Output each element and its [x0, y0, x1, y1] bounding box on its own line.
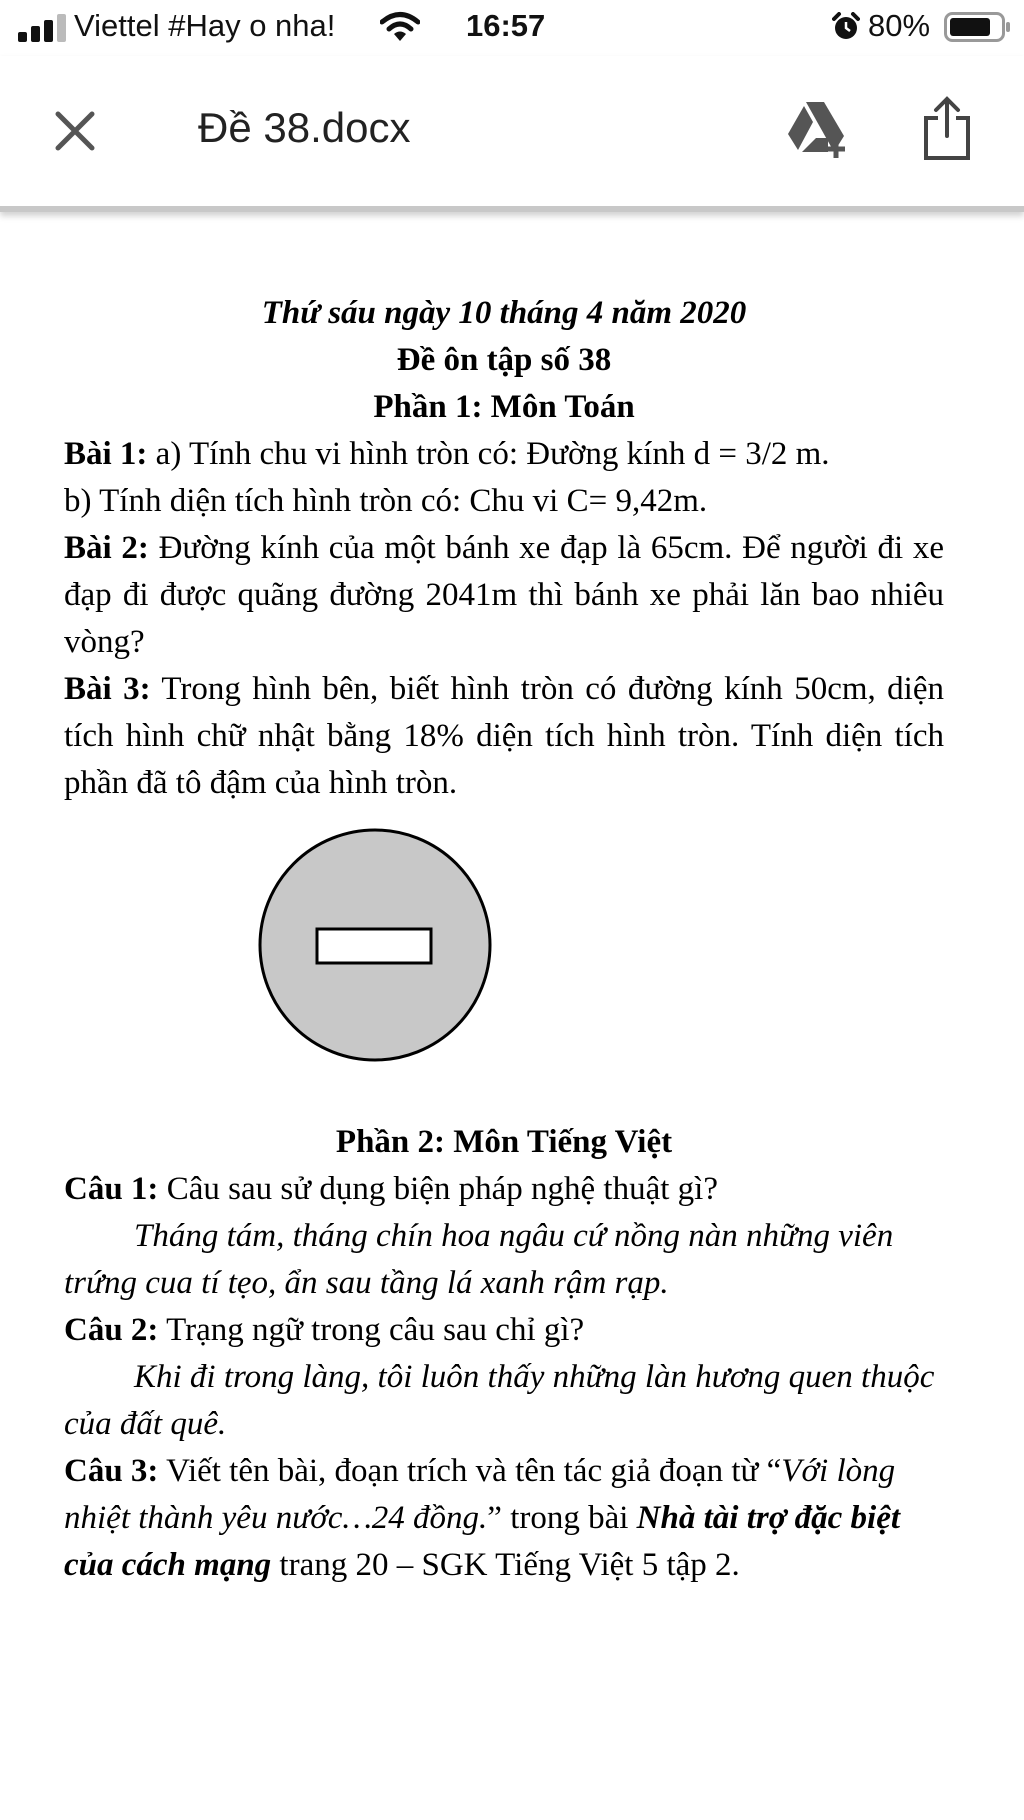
document-heading: Đề ôn tập số 38 [396, 342, 612, 378]
close-icon[interactable] [50, 106, 100, 156]
cau1-text: Câu sau sử dụng biện pháp nghệ thuật gì? [158, 1171, 718, 1207]
circle-rectangle-figure [250, 825, 500, 1065]
document-body [64, 290, 944, 1589]
cau3-close-quote: ” trong bài [487, 1500, 637, 1536]
bai2-label: Bài 2: [64, 530, 149, 566]
google-drive-add-icon[interactable] [786, 100, 850, 160]
battery-icon [944, 12, 1012, 42]
cau2-quote: Khi đi trong làng, tôi luôn thấy những làn hương quen thuộc của đất quê. [64, 1359, 935, 1442]
inner-rectangle [317, 929, 431, 963]
bai1-a-text: a) Tính chu vi hình tròn có: Đường kính d = 3/2 m. [147, 436, 830, 472]
cau3-tail: trang 20 – SGK Tiếng Việt 5 tập 2. [271, 1547, 740, 1583]
part1-title: Phần 1: Môn Toán [373, 389, 635, 425]
cau3-text: Viết tên bài, đoạn trích và tên tác giả đoạn từ [158, 1453, 767, 1489]
cau3 [64, 1448, 944, 1589]
document-toolbar [0, 56, 1024, 212]
status-time: 16:57 [466, 8, 546, 43]
cau1-quote: Tháng tám, tháng chín hoa ngâu cứ nồng nàn những viên trứng cua tí tẹo, ẩn sau tầng lá xanh rậm rạp. [64, 1218, 894, 1301]
alarm-icon [832, 12, 860, 42]
bai3-text: Trong hình bên, biết hình tròn có đường kính 50cm, diện tích hình chữ nhật bằng 18% diện tích hình tròn. Tính diện tích phần đã tô đậm của hình tròn. [64, 671, 944, 801]
carrier-name: Viettel #Hay o nha! [74, 8, 336, 43]
bai2 [64, 525, 944, 666]
cau3-book-title: Nhà tài trợ đặc biệt của cách mạng [64, 1500, 901, 1583]
document-title: Đề 38.docx [198, 104, 411, 151]
cau3-quote: Với lòng nhiệt thành yêu nước…24 đồng. [64, 1453, 896, 1536]
cau1 [64, 1166, 944, 1213]
cau2 [64, 1307, 944, 1354]
cau3-open-quote: “ [766, 1453, 782, 1489]
bai1-part-a [64, 431, 944, 478]
wifi-icon [380, 11, 420, 43]
cau1-label: Câu 1: [64, 1171, 159, 1207]
battery-percent: 80% [868, 8, 931, 43]
bai2-text: Đường kính của một bánh xe đạp là 65cm. Để người đi xe đạp đi được quãng đường 2041m thì bánh xe phải lăn bao nhiêu vòng? [64, 530, 945, 660]
cau2-label: Câu 2: [64, 1312, 159, 1348]
bai3 [64, 666, 944, 807]
cellular-signal-icon [18, 14, 74, 42]
cau3-label: Câu 3: [64, 1453, 159, 1489]
status-bar [0, 0, 1024, 56]
bai3-label: Bài 3: [64, 671, 151, 707]
part2-title: Phần 2: Môn Tiếng Việt [335, 1124, 673, 1160]
document-date: Thứ sáu ngày 10 tháng 4 năm 2020 [261, 295, 747, 331]
share-icon[interactable] [922, 96, 972, 162]
bai1-label: Bài 1: [64, 436, 148, 472]
bai1-part-b: b) Tính diện tích hình tròn có: Chu vi C= 9,42m. [64, 483, 708, 519]
cau2-text: Trạng ngữ trong câu sau chỉ gì? [158, 1312, 585, 1348]
